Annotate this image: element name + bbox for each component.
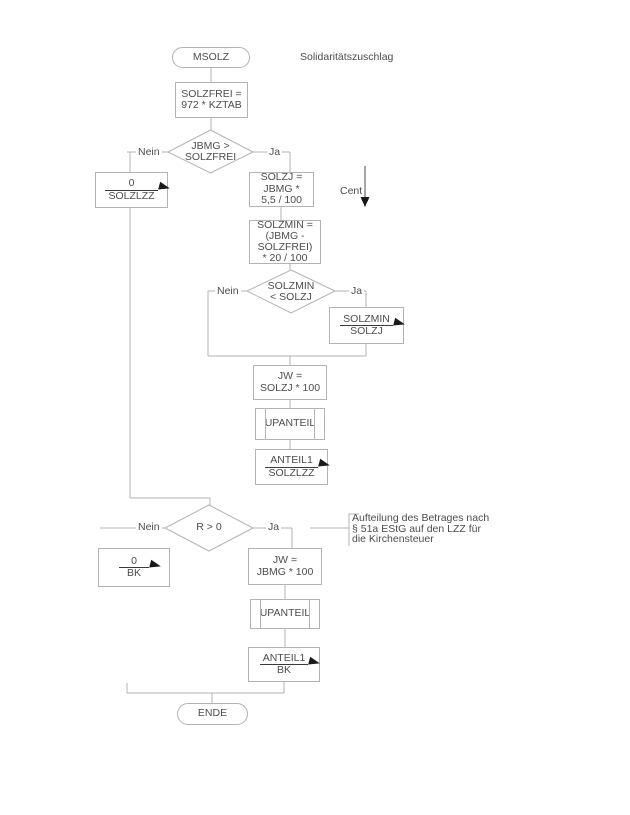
end-terminator — [177, 703, 248, 725]
branch-label-nein-1: Nein — [138, 146, 160, 158]
process-solzj: SOLZJ = JBMG * 5,5 / 100 — [249, 172, 314, 207]
subroutine-bar — [260, 600, 261, 628]
subroutine-bar — [309, 600, 310, 628]
start-terminator — [172, 47, 250, 68]
assign-arrow-icon — [393, 317, 406, 328]
branch-label-ja-2: Ja — [351, 285, 363, 297]
page-title: Solidaritätszuschlag — [300, 51, 394, 63]
process-jw1: JW = SOLZJ * 100 — [253, 365, 327, 400]
branch-label-ja-1: Ja — [269, 146, 281, 158]
assign-solzj-min: $\frac{\text{SOLZMIN}}{\text{SOLZJ}}$ — [329, 307, 404, 344]
subroutine-bar — [265, 409, 266, 439]
decision-solzmin-solzj: SOLZMIN < SOLZJ — [267, 279, 315, 303]
branch-label-nein-3: Nein — [138, 521, 160, 533]
assign-solzlzz-zero: $\frac{0}{\text{SOLZLZZ}}$ — [95, 172, 168, 208]
assign-bk-anteil: $\frac{\text{ANTEIL1}}{BK}$ — [248, 647, 320, 682]
process-solzfrei: SOLZFREI = 972 * KZTAB — [175, 82, 248, 118]
cent-label: Cent — [340, 185, 363, 197]
decision-r-gt-0: R > 0 — [196, 521, 222, 534]
cent-down-arrow-icon — [361, 197, 370, 207]
process-jw2: JW = JBMG * 100 — [248, 548, 322, 585]
end-label: ENDE — [197, 707, 228, 720]
assign-bk-zero: $\frac{0}{BK}$ — [98, 548, 170, 587]
decision-jbmg-solzfrei: JBMG > SOLZFREI — [184, 139, 237, 163]
assign-arrow-icon — [318, 459, 331, 470]
subroutine-upanteil-2: UPANTEIL — [250, 599, 320, 629]
subroutine-upanteil-1: UPANTEIL — [255, 408, 325, 440]
branch-label-ja-3: Ja — [268, 521, 280, 533]
branch-label-nein-2: Nein — [217, 285, 239, 297]
annotation-kirchensteuer: Aufteilung des Betrages nach § 51a EStG auf den LZZ für die Kirchensteuer — [352, 512, 490, 545]
assign-arrow-icon — [158, 182, 171, 193]
process-solzmin: SOLZMIN = (JBMG - SOLZFREI) * 20 / 100 — [249, 220, 321, 264]
assign-arrow-icon — [149, 559, 162, 570]
assign-arrow-icon — [308, 656, 321, 667]
start-label: MSOLZ — [192, 50, 230, 63]
assign-solzlzz-anteil: $\frac{\text{ANTEIL1}}{\text{SOLZLZZ}}$ — [255, 449, 328, 485]
subroutine-bar — [314, 409, 315, 439]
